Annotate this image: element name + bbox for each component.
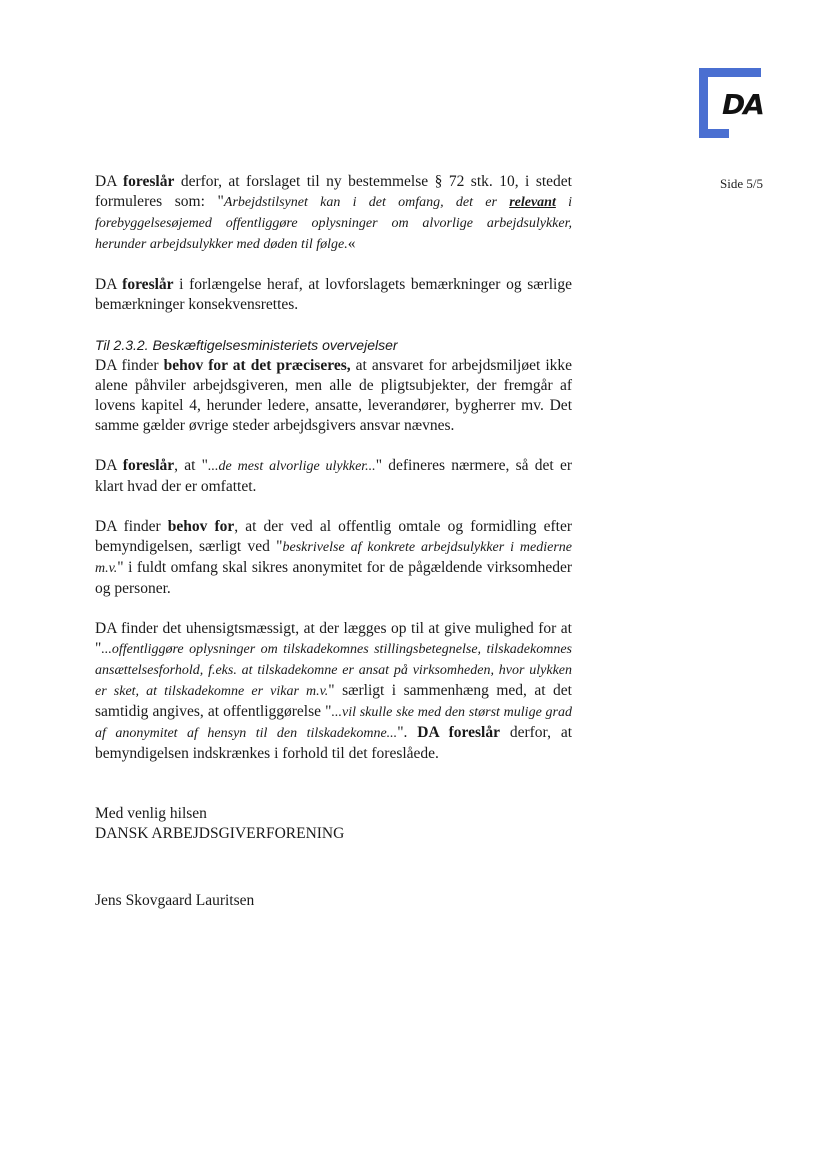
paragraph-3 [95, 335, 572, 436]
text: at ansvaret for arbejdsmiljøet ikke alene påhviler arbejdsgiveren, men alle de pligtsubjekter, der fremgår af lovens kapitel 4, herunder ledere, ansatte, leverandører, bygherrer mv. Det samme gælder øvrige steder arbejdsgivers ansvar nævnes. [95, 357, 572, 434]
logo-bracket-top [699, 68, 761, 77]
text: DA finder [95, 518, 168, 535]
text: derfor, at forslaget til ny bestemmelse § 72 stk. 10, i stedet formuleres som: " [95, 173, 572, 210]
closing [95, 804, 344, 844]
emphasis-underlined: relevant [509, 195, 556, 210]
text: i forebyggelsesøjemed offentliggøre oplysninger om alvorlige arbejdsulykker, herunder arbejdsulykker med døden til følge. [95, 195, 572, 252]
text: DA finder [95, 357, 164, 374]
emphasis: behov for at det præciseres, [163, 357, 351, 374]
text: « [347, 235, 356, 252]
quote: ...offentliggøre oplysninger om tilskadekomnes stillingsbetegnelse, tilskadekomnes ansættelsesforhold, f.eks. at tilskadekomne er ansat på virksomheden, hvor ulykken er sket, at tilskadekomne er vikar m.v. [95, 642, 572, 699]
text: Arbejdstilsynet kan i det omfang, det er [223, 195, 510, 210]
text: " i fuldt omfang skal sikres anonymitet for de pågældende virksomheder og personer. [95, 559, 572, 597]
text: DA [95, 457, 123, 474]
text: DA [95, 173, 123, 190]
text: , at der ved al offentlig omtale og formidling efter bemyndigelsen, særligt ved " [95, 518, 572, 555]
text: " særligt i sammenhæng med, at det samtidig angives, at offentliggørelse " [95, 682, 572, 720]
quote: ...de mest alvorlige ulykker... [208, 459, 376, 474]
paragraph-2 [95, 275, 572, 315]
logo-bracket-left [699, 68, 708, 138]
text: DA finder det uhensigtsmæssigt, at der lægges op til at give mulighed for at " [95, 620, 572, 657]
text: i forlængelse heraf, at lovforslagets bemærkninger og særlige bemærkninger konsekvensrettes. [95, 276, 572, 313]
text: derfor, at bemyndigelsen indskrænkes i forhold til det foreslåede. [95, 724, 573, 762]
paragraph-4 [95, 456, 572, 497]
emphasis: DA foreslår [417, 724, 500, 741]
logo-bracket-bottom [699, 129, 729, 138]
logo-text: DA [722, 88, 763, 121]
emphasis: foreslår [123, 173, 175, 190]
emphasis: foreslår [122, 457, 175, 474]
section-heading: Til 2.3.2. Beskæftigelsesministeriets overvejelser [95, 337, 398, 353]
organization-name: DANSK ARBEJDSGIVERFORENING [95, 825, 345, 842]
letter-body [95, 172, 572, 784]
page-number: Side 5/5 [720, 176, 763, 191]
greeting: Med venlig hilsen [95, 805, 207, 822]
emphasis: foreslår [122, 276, 174, 293]
text: ". [397, 724, 418, 741]
quote: ...vil skulle ske med den størst mulige grad af anonymitet af hensyn til den tilskadekomne... [95, 705, 572, 741]
quote: beskrivelse af konkrete arbejdsulykker i medierne m.v. [95, 540, 572, 576]
emphasis: behov for [167, 518, 235, 535]
signatory-name: Jens Skovgaard Lauritsen [95, 892, 255, 909]
da-logo [699, 68, 761, 138]
text: , at " [174, 457, 209, 474]
paragraph-6 [95, 619, 572, 764]
paragraph-5 [95, 517, 572, 599]
text: DA [95, 276, 123, 293]
text: " defineres nærmere, så det er klart hvad der er omfattet. [95, 457, 573, 495]
paragraph-1 [95, 172, 572, 255]
